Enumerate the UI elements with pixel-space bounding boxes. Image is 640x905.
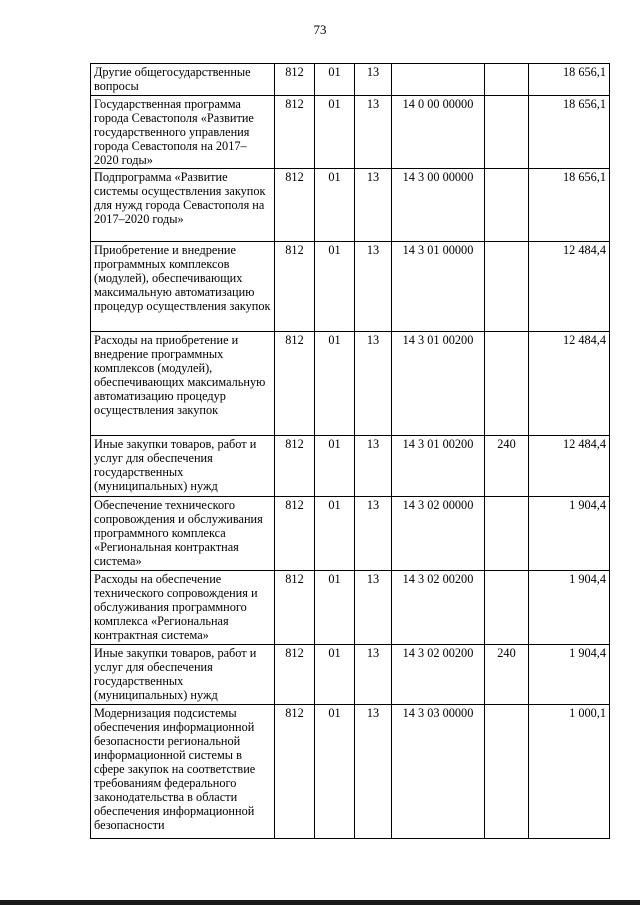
row-subsection: 13 — [355, 332, 392, 436]
row-ministry: 812 — [275, 332, 315, 436]
row-target: 14 3 03 00000 — [392, 705, 485, 839]
table-row — [91, 169, 610, 242]
row-section: 01 — [315, 64, 355, 96]
row-name: Расходы на приобретение и внедрение программных комплексов (модулей), обеспечивающих максимальную автоматизацию процедур осуществления закупок — [91, 332, 275, 436]
row-ministry: 812 — [275, 571, 315, 645]
row-subsection: 13 — [355, 571, 392, 645]
row-section: 01 — [315, 436, 355, 497]
row-section: 01 — [315, 332, 355, 436]
row-amount: 1 000,1 — [529, 705, 610, 839]
row-amount: 1 904,4 — [529, 571, 610, 645]
row-expense — [485, 571, 529, 645]
row-name: Иные закупки товаров, работ и услуг для обеспечения государственных (муниципальных) нужд — [91, 645, 275, 705]
row-amount: 12 484,4 — [529, 242, 610, 332]
row-subsection: 13 — [355, 705, 392, 839]
row-section: 01 — [315, 497, 355, 571]
table-row — [91, 96, 610, 169]
table-row — [91, 332, 610, 436]
row-ministry: 812 — [275, 64, 315, 96]
row-target: 14 3 02 00200 — [392, 645, 485, 705]
row-expense — [485, 96, 529, 169]
row-subsection: 13 — [355, 64, 392, 96]
row-ministry: 812 — [275, 436, 315, 497]
row-ministry: 812 — [275, 705, 315, 839]
table-row — [91, 705, 610, 839]
table-row — [91, 64, 610, 96]
row-target: 14 3 02 00200 — [392, 571, 485, 645]
row-expense: 240 — [485, 436, 529, 497]
row-section: 01 — [315, 242, 355, 332]
table-row — [91, 436, 610, 497]
row-section: 01 — [315, 571, 355, 645]
row-subsection: 13 — [355, 169, 392, 242]
row-amount: 18 656,1 — [529, 96, 610, 169]
row-expense — [485, 332, 529, 436]
row-ministry: 812 — [275, 645, 315, 705]
row-amount: 12 484,4 — [529, 436, 610, 497]
row-expense — [485, 497, 529, 571]
row-expense — [485, 242, 529, 332]
row-expense — [485, 64, 529, 96]
row-subsection: 13 — [355, 96, 392, 169]
row-name: Приобретение и внедрение программных комплексов (модулей), обеспечивающих максимальную автоматизацию процедур осуществления закупок — [91, 242, 275, 332]
budget-table-body — [91, 64, 610, 839]
row-amount: 1 904,4 — [529, 497, 610, 571]
row-expense — [485, 169, 529, 242]
row-name: Модернизация подсистемы обеспечения информационной безопасности региональной информационной системы в сфере закупок на соответствие требованиям федерального законодательства в области обеспечения информационной безопасности — [91, 705, 275, 839]
row-subsection: 13 — [355, 497, 392, 571]
row-expense: 240 — [485, 645, 529, 705]
row-target: 14 3 01 00200 — [392, 436, 485, 497]
scan-edge — [0, 900, 640, 905]
table-row — [91, 242, 610, 332]
row-section: 01 — [315, 96, 355, 169]
row-section: 01 — [315, 705, 355, 839]
row-name: Подпрограмма «Развитие системы осуществления закупок для нужд города Севастополя на 2017–2020 годы» — [91, 169, 275, 242]
row-amount: 1 904,4 — [529, 645, 610, 705]
row-amount: 18 656,1 — [529, 64, 610, 96]
row-section: 01 — [315, 645, 355, 705]
row-ministry: 812 — [275, 242, 315, 332]
row-target — [392, 64, 485, 96]
row-name: Расходы на обеспечение технического сопровождения и обслуживания программного комплекса «Региональная контрактная система» — [91, 571, 275, 645]
row-target: 14 3 00 00000 — [392, 169, 485, 242]
row-name: Другие общегосударственные вопросы — [91, 64, 275, 96]
row-amount: 12 484,4 — [529, 332, 610, 436]
row-name: Государственная программа города Севастополя «Развитие государственного управления города Севастополя на 2017–2020 годы» — [91, 96, 275, 169]
budget-table — [90, 63, 610, 839]
row-name: Иные закупки товаров, работ и услуг для обеспечения государственных (муниципальных) нужд — [91, 436, 275, 497]
row-subsection: 13 — [355, 242, 392, 332]
row-subsection: 13 — [355, 436, 392, 497]
row-target: 14 0 00 00000 — [392, 96, 485, 169]
row-ministry: 812 — [275, 169, 315, 242]
row-subsection: 13 — [355, 645, 392, 705]
page-number: 73 — [313, 22, 327, 37]
row-amount: 18 656,1 — [529, 169, 610, 242]
table-row — [91, 645, 610, 705]
row-target: 14 3 02 00000 — [392, 497, 485, 571]
table-row — [91, 497, 610, 571]
row-target: 14 3 01 00200 — [392, 332, 485, 436]
row-target: 14 3 01 00000 — [392, 242, 485, 332]
row-ministry: 812 — [275, 497, 315, 571]
row-section: 01 — [315, 169, 355, 242]
row-ministry: 812 — [275, 96, 315, 169]
row-name: Обеспечение технического сопровождения и обслуживания программного комплекса «Региональная контрактная система» — [91, 497, 275, 571]
table-row — [91, 571, 610, 645]
row-expense — [485, 705, 529, 839]
